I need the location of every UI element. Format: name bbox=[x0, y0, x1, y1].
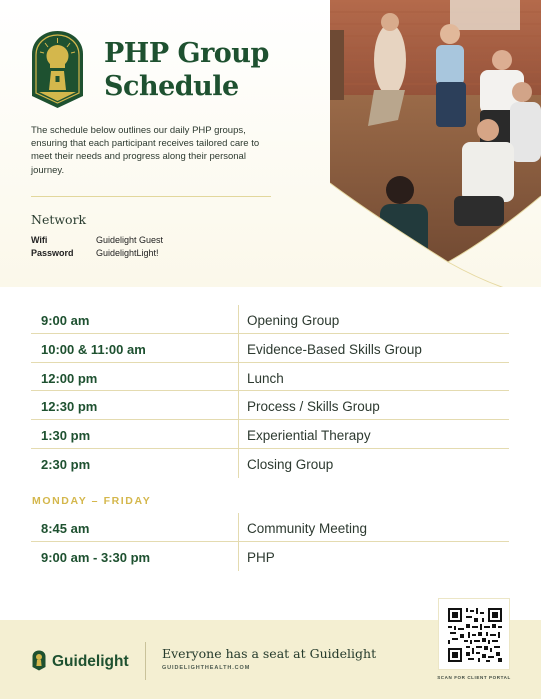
qr-code-icon bbox=[448, 608, 502, 662]
lighthouse-logo-icon bbox=[31, 30, 84, 109]
tagline: Everyone has a seat at Guidelight bbox=[162, 646, 377, 661]
schedule-row bbox=[31, 542, 509, 571]
schedule-activity: Opening Group bbox=[247, 313, 340, 328]
client-portal-qr[interactable] bbox=[438, 598, 510, 670]
group-photo bbox=[330, 0, 541, 287]
page-title bbox=[104, 37, 304, 103]
header-section bbox=[0, 0, 541, 287]
schedule-row bbox=[31, 391, 509, 420]
schedule-row bbox=[31, 363, 509, 392]
wifi-label: Wifi bbox=[31, 235, 48, 245]
schedule-activity: Evidence-Based Skills Group bbox=[247, 341, 422, 357]
schedule-row bbox=[31, 334, 509, 363]
password-label: Password bbox=[31, 248, 74, 258]
schedule-time: 8:45 am bbox=[41, 521, 90, 536]
schedule-time: 12:00 pm bbox=[41, 370, 98, 386]
network-heading: Network bbox=[31, 212, 87, 227]
weekday-heading: MONDAY – FRIDAY bbox=[32, 495, 152, 507]
schedule-row bbox=[31, 420, 509, 449]
page-title-line-1: PHP Group bbox=[104, 38, 269, 69]
schedule-row bbox=[31, 305, 509, 334]
divider bbox=[31, 196, 271, 197]
schedule-activity: Process / Skills Group bbox=[247, 399, 380, 415]
schedule-row bbox=[31, 513, 509, 542]
password-value: GuidelightLight! bbox=[96, 248, 159, 258]
wifi-value: Guidelight Guest bbox=[96, 235, 164, 245]
schedule-time: 9:00 am bbox=[41, 313, 90, 328]
schedule-activity: Closing Group bbox=[247, 456, 334, 472]
schedule-row bbox=[31, 449, 509, 478]
brand-name: Guidelight bbox=[52, 653, 129, 670]
schedule-activity: Experiential Therapy bbox=[247, 428, 371, 444]
schedule-time: 2:30 pm bbox=[41, 456, 91, 472]
website-link[interactable]: GUIDELIGHTHEALTH.COM bbox=[162, 665, 251, 671]
schedule-time: 10:00 & 11:00 am bbox=[41, 341, 146, 357]
divider bbox=[145, 642, 146, 680]
page-title-line-2: Schedule bbox=[104, 71, 239, 102]
schedule-time: 9:00 am - 3:30 pm bbox=[41, 549, 151, 565]
lighthouse-logo-icon bbox=[32, 650, 46, 671]
weekday-schedule-table bbox=[31, 513, 509, 571]
schedule-time: 1:30 pm bbox=[41, 428, 91, 444]
schedule-activity: Community Meeting bbox=[247, 521, 368, 536]
daily-schedule-table bbox=[31, 305, 509, 478]
schedule-activity: Lunch bbox=[247, 370, 284, 386]
intro-paragraph: The schedule below outlines our daily PHP groups, ensuring that each participant receives tailored care to meet their needs and progress along their personal journey. bbox=[31, 125, 260, 176]
schedule-activity: PHP bbox=[247, 549, 275, 565]
qr-caption: SCAN FOR CLIENT PORTAL bbox=[437, 675, 511, 680]
schedule-time: 12:30 pm bbox=[41, 399, 98, 415]
